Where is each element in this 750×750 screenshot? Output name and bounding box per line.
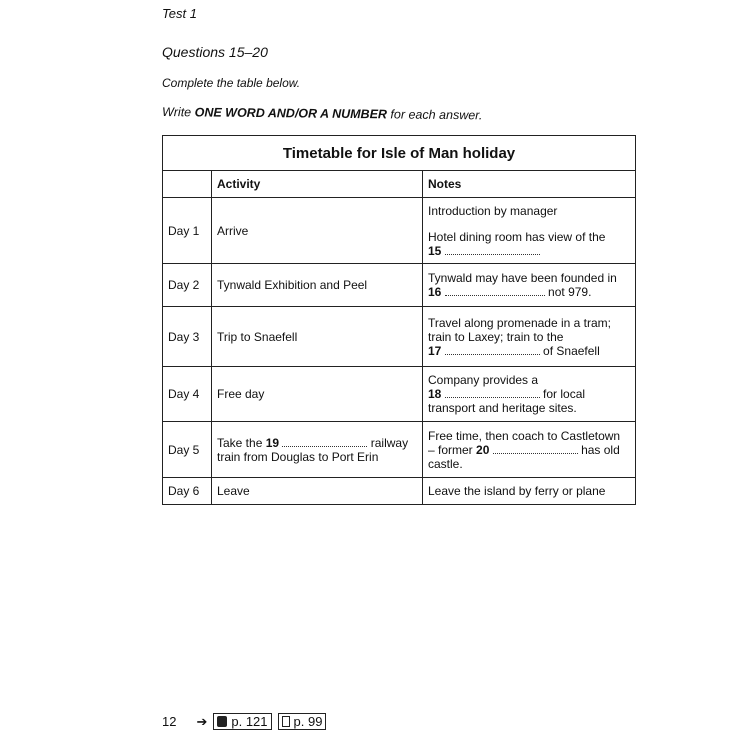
day-cell: Day 5 xyxy=(163,422,212,478)
table-row xyxy=(163,478,636,505)
table-row xyxy=(163,307,636,367)
activity-cell: Arrive xyxy=(212,198,423,264)
note: Tynwald may have been founded in xyxy=(428,271,617,285)
table-row xyxy=(163,264,636,307)
instruction-word-limit xyxy=(162,105,483,122)
header-activity: Activity xyxy=(212,171,423,198)
table-row xyxy=(163,422,636,478)
note: Hotel dining room has view of the xyxy=(428,229,606,244)
question-number: 20 xyxy=(476,442,490,457)
answer-blank-20[interactable] xyxy=(493,443,578,454)
page-number: 12 xyxy=(162,714,177,729)
ref-page: p. 121 xyxy=(231,714,268,729)
answer-key-reference[interactable] xyxy=(213,713,271,730)
question-number: 19 xyxy=(265,435,280,450)
day-cell: Day 4 xyxy=(163,367,212,422)
notes-cell: Leave the island by ferry or plane xyxy=(423,478,636,505)
header-day xyxy=(163,171,212,198)
page-footer xyxy=(162,713,326,730)
activity-cell: Free day xyxy=(212,367,423,422)
question-number: 15 xyxy=(428,243,442,258)
notes-cell xyxy=(423,264,636,307)
note: has old castle. xyxy=(428,442,620,471)
answer-blank-16[interactable] xyxy=(445,285,545,296)
question-number: 17 xyxy=(428,343,442,358)
answer-blank-18[interactable] xyxy=(445,387,540,398)
transcript-reference[interactable] xyxy=(278,713,327,730)
notes-cell xyxy=(423,198,636,264)
section-header: Test 1 xyxy=(162,6,197,21)
header-notes: Notes xyxy=(423,171,636,198)
answer-blank-19[interactable] xyxy=(282,436,367,447)
ref-page: p. 99 xyxy=(293,714,323,729)
day-cell: Day 6 xyxy=(163,478,212,505)
timetable xyxy=(162,135,636,505)
key-icon xyxy=(217,716,227,727)
activity-cell: Tynwald Exhibition and Peel xyxy=(212,264,423,307)
notes-cell xyxy=(423,422,636,478)
table-row xyxy=(163,367,636,422)
text: ONE WORD AND/OR A NUMBER xyxy=(194,105,388,122)
table-row xyxy=(163,198,636,264)
day-cell: Day 1 xyxy=(163,198,212,264)
questions-heading: Questions 15–20 xyxy=(162,44,268,60)
note: not 979. xyxy=(548,285,592,299)
activity: Take the xyxy=(217,435,263,450)
arrow-right-icon: ➔ xyxy=(196,713,208,729)
note: Company provides a xyxy=(428,373,539,387)
activity-cell: Trip to Snaefell xyxy=(212,307,423,367)
day-cell: Day 2 xyxy=(163,264,212,307)
answer-blank-15[interactable] xyxy=(445,244,540,255)
answer-blank-17[interactable] xyxy=(445,344,540,355)
day-cell: Day 3 xyxy=(163,307,212,367)
activity-cell: Leave xyxy=(212,478,423,505)
note: Free time, then coach to Castletown – former xyxy=(428,428,621,457)
note: Introduction by manager xyxy=(428,203,558,218)
note: for local transport and heritage sites. xyxy=(428,387,586,415)
note: of Snaefell xyxy=(543,343,600,358)
text: for each answer. xyxy=(386,107,483,123)
activity-cell xyxy=(212,422,423,478)
question-number: 18 xyxy=(428,387,442,401)
notes-cell xyxy=(423,307,636,367)
activity: railway train from Douglas to Port Erin xyxy=(217,435,409,464)
note: Travel along promenade in a tram; train to Laxey; train to the xyxy=(428,315,611,344)
instruction: Complete the table below. xyxy=(162,76,301,90)
document-icon xyxy=(282,716,290,727)
text: Write xyxy=(161,105,195,120)
question-number: 16 xyxy=(428,285,442,299)
notes-cell xyxy=(423,367,636,422)
table-title: Timetable for Isle of Man holiday xyxy=(163,136,636,171)
